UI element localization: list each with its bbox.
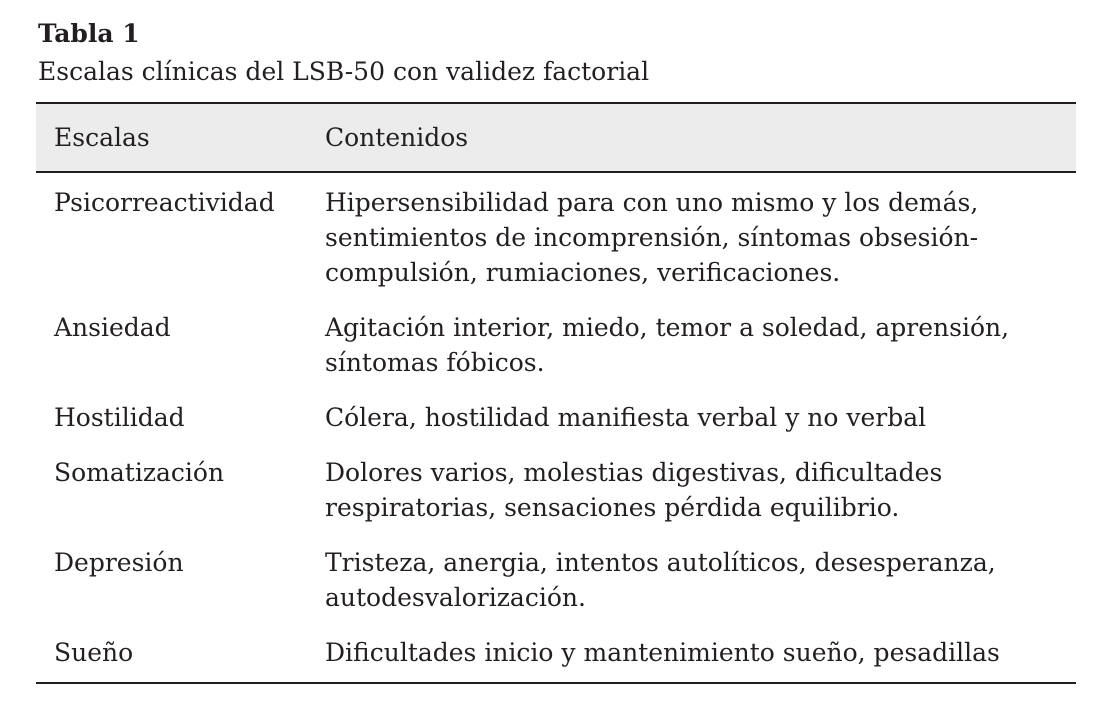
table-container	[36, 102, 1076, 684]
table-row	[36, 172, 1076, 301]
row-content-cell: Dolores varios, molestias digestivas, dificultades respiratorias, sensaciones pérdida equilibrio.	[325, 458, 943, 522]
row-content-cell: Agitación interior, miedo, temor a soledad, aprensión, síntomas fóbicos.	[325, 313, 1010, 377]
row-scale-cell: Depresión	[54, 548, 184, 577]
table-row	[36, 626, 1076, 683]
table-row	[36, 391, 1076, 446]
table-label: Tabla 1	[38, 19, 140, 48]
table-row	[36, 301, 1076, 391]
row-scale-cell: Psicorreactividad	[54, 188, 275, 217]
row-scale-cell: Somatización	[54, 458, 225, 487]
header-row	[36, 103, 1076, 172]
table-row	[36, 446, 1076, 536]
clinical-scales-table	[36, 102, 1076, 684]
table-body	[36, 172, 1076, 683]
row-content-cell: Tristeza, anergia, intentos autolíticos, desesperanza, autodesvalorización.	[325, 548, 996, 612]
row-content-cell: Dificultades inicio y mantenimiento sueño, pesadillas	[325, 638, 1000, 667]
row-content-cell: Hipersensibilidad para con uno mismo y los demás, sentimientos de incomprensión, síntomas obsesión-compulsión, rumiaciones, verificaciones.	[325, 188, 979, 287]
table-caption: Escalas clínicas del LSB-50 con validez factorial	[38, 57, 650, 86]
header-scales: Escalas	[54, 122, 150, 152]
row-scale-cell: Ansiedad	[54, 313, 171, 342]
table-row	[36, 536, 1076, 626]
table-header	[36, 103, 1076, 172]
header-contents: Contenidos	[325, 122, 469, 152]
row-scale-cell: Sueño	[54, 638, 134, 667]
row-content-cell: Cólera, hostilidad manifiesta verbal y no verbal	[325, 403, 927, 432]
row-scale-cell: Hostilidad	[54, 403, 185, 432]
